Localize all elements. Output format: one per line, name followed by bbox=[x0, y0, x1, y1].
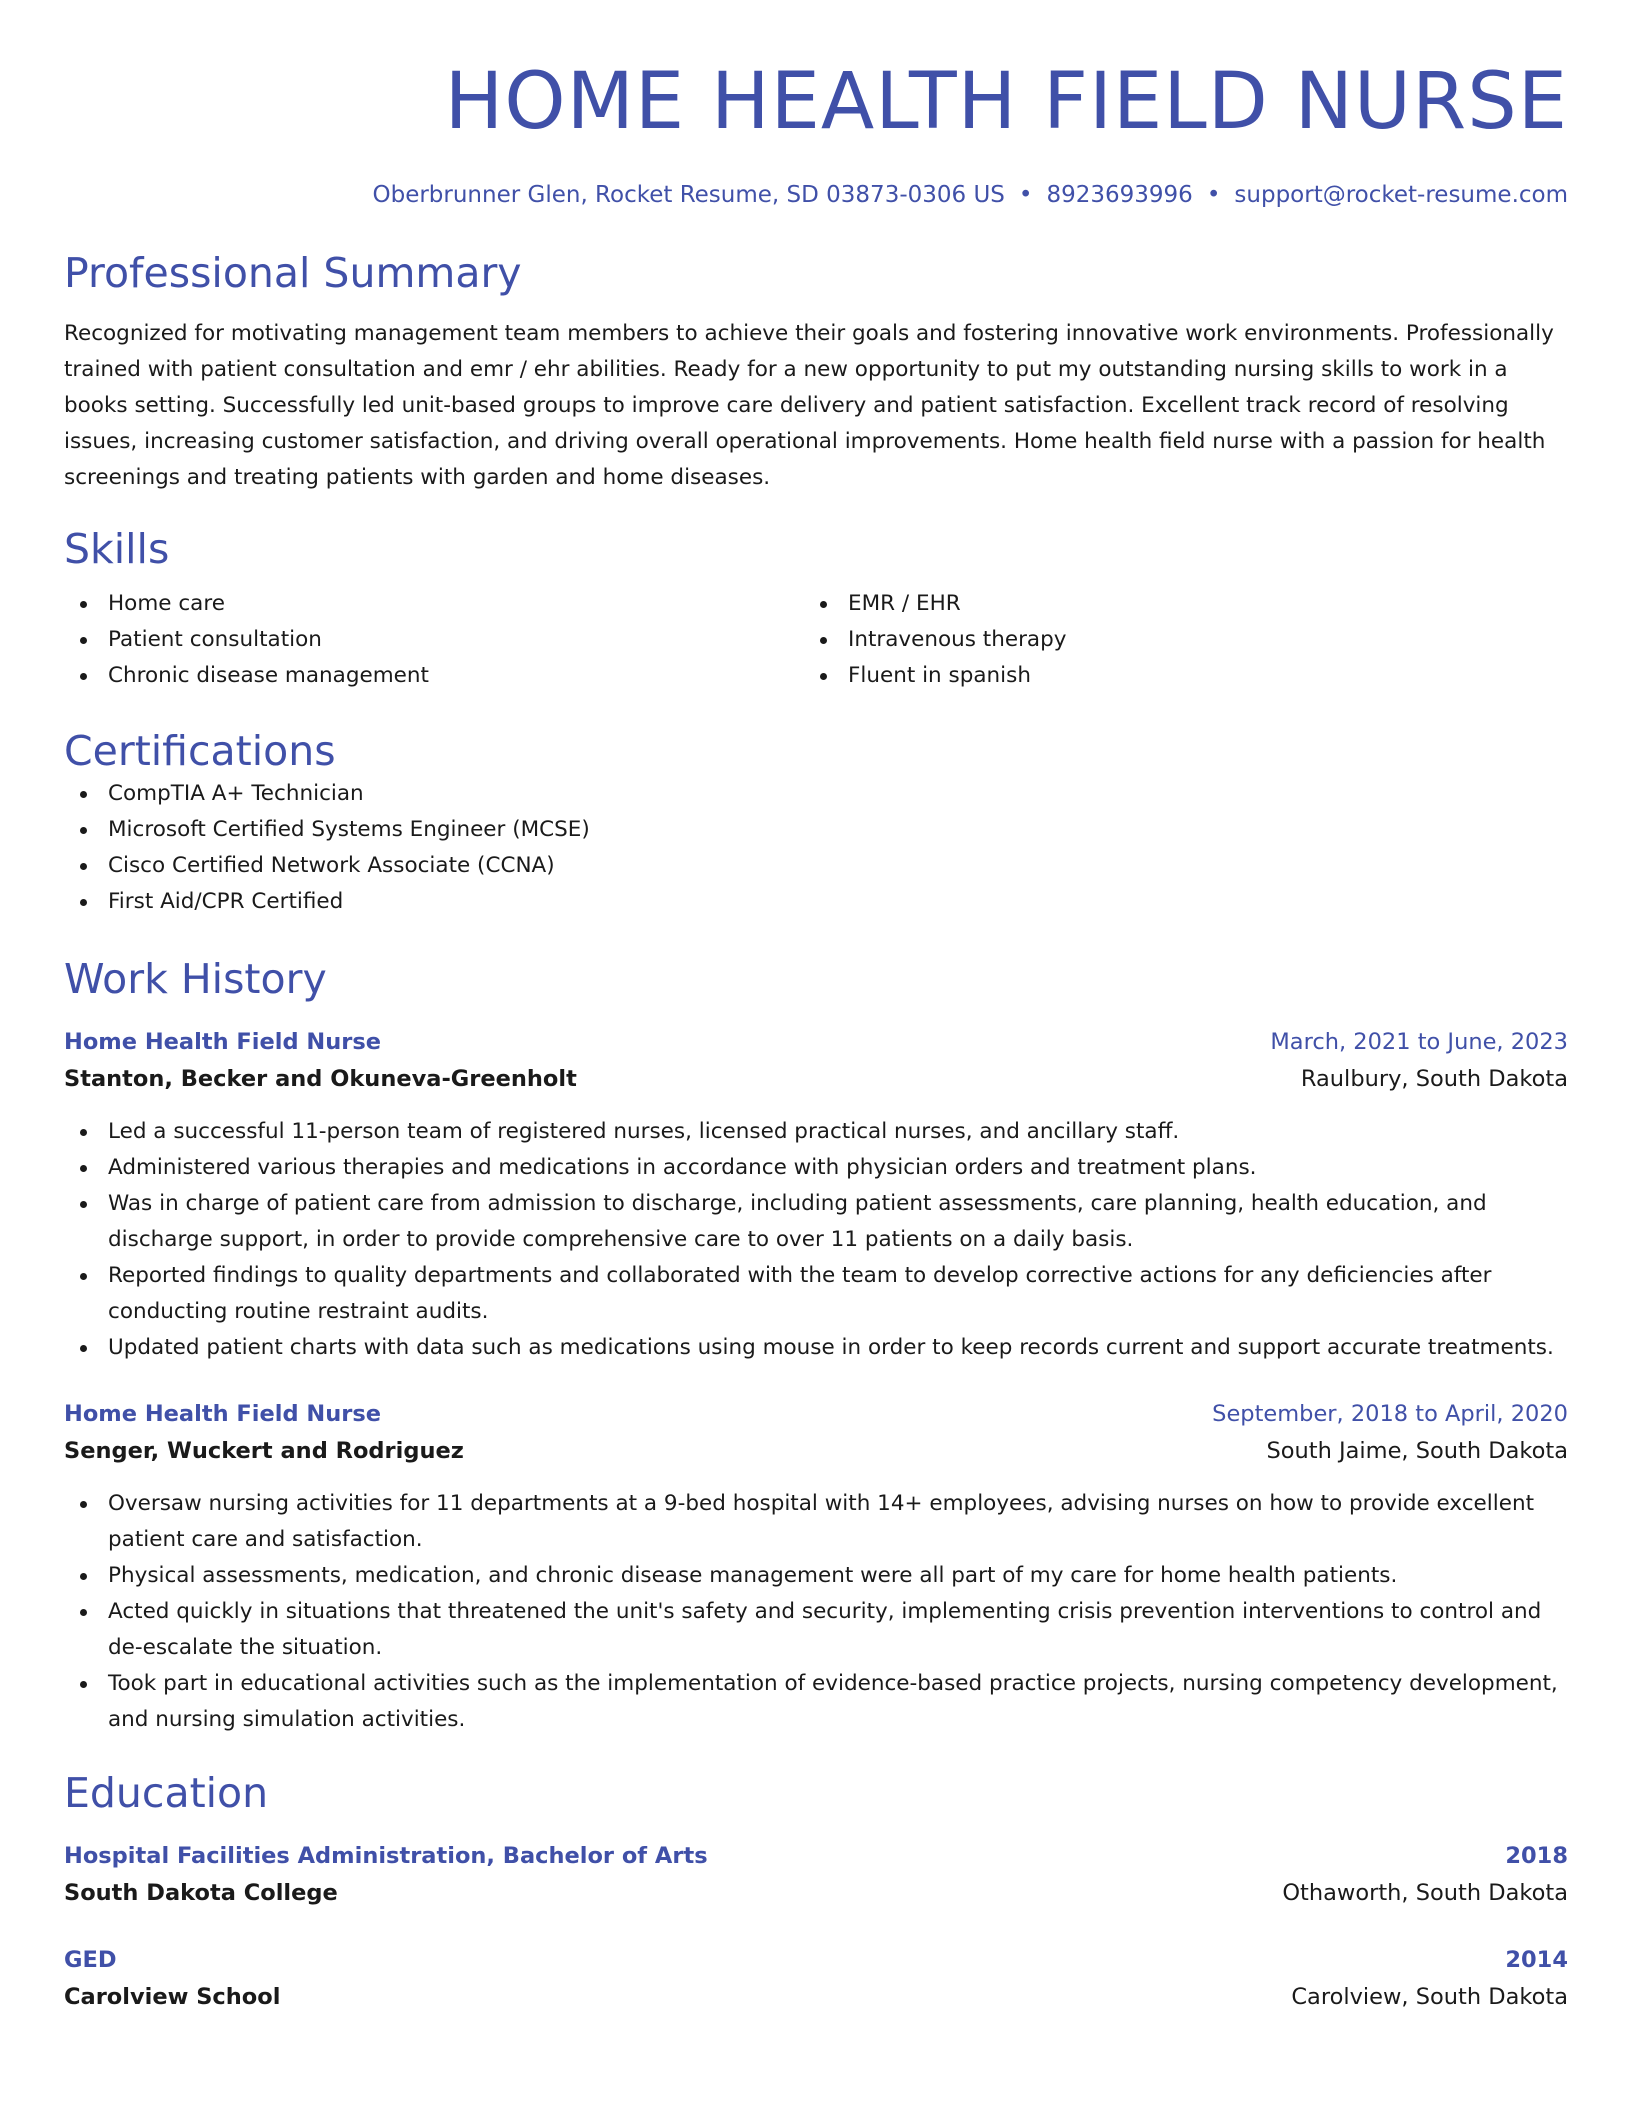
skill-item: Home care bbox=[64, 586, 804, 622]
summary-text: Recognized for motivating management team members to achieve their goals and fostering innovative work environments. Professionally trained with patient consultation and emr / ehr abilities. Ready for a new opportunity to put my outstanding nursing skills to work in a books setting. Successfully led unit-based groups to improve care delivery and patient satisfaction. Excellent track record of resolving issues, increasing customer satisfaction, and driving overall operational improvements. Home health field nurse with a passion for health screenings and treating patients with garden and home diseases. bbox=[64, 321, 1554, 490]
resume-header bbox=[64, 56, 1568, 210]
certifications-heading: Certifications bbox=[64, 727, 336, 775]
education-entry bbox=[64, 1838, 1568, 1912]
degree-title: GED bbox=[64, 1947, 117, 1973]
certification-item: Cisco Certified Network Associate (CCNA) bbox=[64, 848, 1568, 884]
job-duty-item: Oversaw nursing activities for 11 departments at a 9-bed hospital with 14+ employees, advising nurses on how to provide excellent patient care and satisfaction. bbox=[64, 1486, 1568, 1558]
contact-phone: 8923693996 bbox=[1046, 182, 1193, 208]
contact-email: support@rocket-resume.com bbox=[1234, 182, 1568, 208]
work-entry bbox=[64, 1396, 1568, 1738]
contact-line bbox=[64, 180, 1568, 210]
contact-separator: • bbox=[1206, 182, 1221, 208]
skills-heading: Skills bbox=[64, 525, 170, 573]
job-duty-item: Took part in educational activities such as the implementation of evidence-based practice projects, nursing competency development, and nursing simulation activities. bbox=[64, 1666, 1568, 1738]
graduation-year: 2018 bbox=[1505, 1843, 1568, 1869]
job-duties-list bbox=[64, 1486, 1568, 1738]
employer-name: Stanton, Becker and Okuneva-Greenholt bbox=[64, 1066, 577, 1092]
graduation-year: 2014 bbox=[1505, 1947, 1568, 1973]
job-title: Home Health Field Nurse bbox=[64, 1401, 382, 1427]
skill-item: Patient consultation bbox=[64, 622, 804, 658]
job-dates: September, 2018 to April, 2020 bbox=[1212, 1401, 1568, 1427]
resume-name: HOME HEALTH FIELD NURSE bbox=[444, 57, 1568, 147]
school-name: Carolview School bbox=[64, 1984, 281, 2010]
job-location: South Jaime, South Dakota bbox=[1266, 1438, 1568, 1464]
certification-item: First Aid/CPR Certified bbox=[64, 884, 1568, 920]
job-duty-item: Was in charge of patient care from admission to discharge, including patient assessments, care planning, health education, and discharge support, in order to provide comprehensive care to over 11 patients on a daily basis. bbox=[64, 1186, 1568, 1258]
job-duty-item: Physical assessments, medication, and chronic disease management were all part of my care for home health patients. bbox=[64, 1558, 1568, 1594]
contact-address: Oberbrunner Glen, Rocket Resume, SD 03873-0306 US bbox=[372, 182, 1005, 208]
skill-item: EMR / EHR bbox=[804, 586, 1544, 622]
skill-item: Fluent in spanish bbox=[804, 658, 1544, 694]
skills-list bbox=[64, 586, 1568, 694]
education-heading: Education bbox=[64, 1769, 269, 1817]
school-location: Carolview, South Dakota bbox=[1291, 1984, 1568, 2010]
skills-column-left bbox=[64, 586, 804, 694]
certification-item: Microsoft Certified Systems Engineer (MCSE) bbox=[64, 812, 1568, 848]
skill-item: Intravenous therapy bbox=[804, 622, 1544, 658]
certifications-list bbox=[64, 776, 1568, 920]
school-location: Othaworth, South Dakota bbox=[1282, 1880, 1568, 1906]
summary-heading: Professional Summary bbox=[64, 249, 522, 297]
school-name: South Dakota College bbox=[64, 1880, 338, 1906]
job-location: Raulbury, South Dakota bbox=[1300, 1066, 1568, 1092]
work-history-heading: Work History bbox=[64, 955, 327, 1003]
job-duty-item: Led a successful 11-person team of registered nurses, licensed practical nurses, and ancillary staff. bbox=[64, 1114, 1568, 1150]
job-duty-item: Administered various therapies and medications in accordance with physician orders and treatment plans. bbox=[64, 1150, 1568, 1186]
skills-column-right bbox=[804, 586, 1544, 694]
job-duties-list bbox=[64, 1114, 1568, 1366]
skill-item: Chronic disease management bbox=[64, 658, 804, 694]
job-duty-item: Updated patient charts with data such as medications using mouse in order to keep records current and support accurate treatments. bbox=[64, 1330, 1568, 1366]
work-entry bbox=[64, 1024, 1568, 1366]
certification-item: CompTIA A+ Technician bbox=[64, 776, 1568, 812]
job-dates: March, 2021 to June, 2023 bbox=[1270, 1029, 1568, 1055]
job-duty-item: Reported findings to quality departments and collaborated with the team to develop corrective actions for any deficiencies after conducting routine restraint audits. bbox=[64, 1258, 1568, 1330]
education-entry bbox=[64, 1942, 1568, 2016]
contact-separator: • bbox=[1018, 182, 1033, 208]
degree-title: Hospital Facilities Administration, Bachelor of Arts bbox=[64, 1843, 708, 1869]
employer-name: Senger, Wuckert and Rodriguez bbox=[64, 1438, 464, 1464]
job-duty-item: Acted quickly in situations that threatened the unit's safety and security, implementing crisis prevention interventions to control and de-escalate the situation. bbox=[64, 1594, 1568, 1666]
job-title: Home Health Field Nurse bbox=[64, 1029, 382, 1055]
